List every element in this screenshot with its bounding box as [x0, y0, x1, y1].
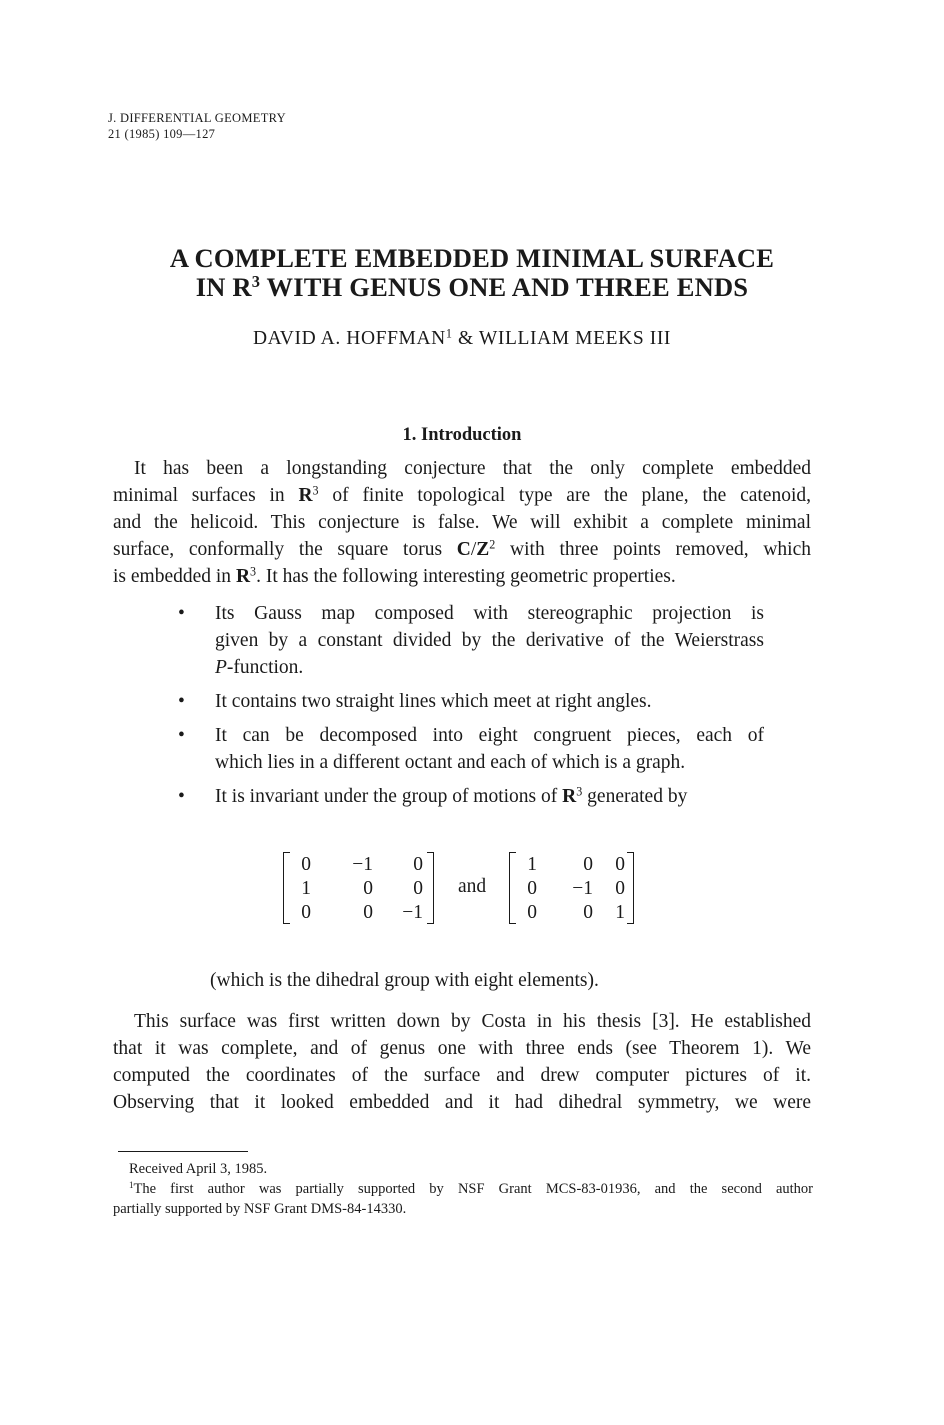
footnote-1-line-2: partially supported by NSF Grant DMS-84-14330. [113, 1201, 407, 1217]
bullet-4-R-sup: 3 [576, 784, 583, 799]
intro-line-4-a: surface, conformally the square torus [113, 539, 457, 560]
matrix-cell: −1 [352, 854, 373, 875]
matrix-cell: 0 [583, 854, 593, 875]
title-line-1: A COMPLETE EMBEDDED MINIMAL SURFACE [169, 243, 775, 273]
intro-C: C [456, 539, 471, 560]
intro-line-4 [113, 536, 811, 563]
matrix-cell: 0 [301, 902, 311, 923]
para2-line-4: Observing that it looked embedded and it had dihedral symmetry, we were [113, 1092, 811, 1113]
list-item [178, 783, 764, 810]
intro-line-5 [113, 563, 811, 590]
para2-line-1: This surface was first written down by Costa in his thesis [3]. He established [134, 1011, 811, 1032]
matrix-conjunction: and [458, 876, 487, 897]
author-2: WILLIAM MEEKS III [478, 328, 672, 349]
journal-header [108, 110, 286, 142]
matrix-cell: 0 [527, 902, 537, 923]
paper-title [0, 244, 944, 302]
matrix-cell: 0 [363, 902, 373, 923]
footnote-1 [113, 1179, 813, 1219]
para2-line-2: that it was complete, and of genus one with three ends (see Theorem 1). We [113, 1038, 811, 1059]
bullet-1-line-2: given by a constant divided by the derivative of the Weierstrass [215, 630, 764, 651]
intro-line-1: It has been a longstanding conjecture that the only complete embedded [134, 458, 811, 479]
matrix-cell: 1 [301, 878, 311, 899]
footnote-1-mark: 1 [129, 1180, 134, 1191]
matrix-2-right-bracket [627, 852, 634, 924]
intro-Z: Z [476, 539, 490, 560]
matrix-cell: 0 [413, 854, 423, 875]
matrix-cell: 1 [527, 854, 537, 875]
footnotes [113, 1159, 813, 1219]
title-line-2-b: WITH GENUS ONE AND THREE ENDS [260, 272, 749, 302]
bullet-4-R: R [562, 786, 577, 807]
bullet-1-P: P [215, 657, 227, 678]
list-item [178, 600, 764, 681]
list-item [178, 688, 764, 715]
authors [0, 328, 924, 350]
bullet-icon: • [178, 603, 185, 624]
author-1: DAVID A. HOFFMAN [252, 328, 446, 349]
bullet-4-b: generated by [582, 786, 688, 807]
matrix-cell: −1 [572, 878, 593, 899]
bullet-1-line-3 [215, 654, 764, 681]
bullet-icon: • [178, 725, 185, 746]
bullet-icon: • [178, 786, 185, 807]
matrix-cell: 0 [301, 854, 311, 875]
section-heading: 1. Introduction [402, 425, 522, 445]
bullet-icon: • [178, 691, 185, 712]
author-separator: & [452, 328, 479, 349]
journal-volume: 21 (1985) 109—127 [108, 127, 216, 141]
intro-line-5-b: . It has the following interesting geometric properties. [256, 566, 676, 587]
para2-line-3: computed the coordinates of the surface and drew computer pictures of it. [113, 1065, 811, 1086]
intro-R-2-sup: 3 [250, 564, 257, 579]
matrix-2 [509, 850, 639, 926]
matrix-cell: 0 [615, 854, 625, 875]
matrix-1 [283, 850, 439, 926]
title-line-2 [0, 273, 944, 302]
intro-R: R [298, 485, 313, 506]
intro-R-2: R [235, 566, 251, 587]
matrix-cell: 0 [363, 878, 373, 899]
bullet-4-line-1 [215, 783, 764, 810]
matrix-cell: 1 [615, 902, 625, 923]
matrix-1-right-bracket [427, 852, 434, 924]
footnote-1-line-1 [113, 1179, 813, 1199]
intro-line-3: and the helicoid. This conjecture is false. We will exhibit a complete minimal [113, 512, 811, 533]
bullet-1-line-1: Its Gauss map composed with stereographic projection is [215, 603, 764, 624]
bullet-3-line-2: which lies in a different octant and each of which is a graph. [215, 752, 686, 773]
matrix-cell: 0 [615, 878, 625, 899]
intro-Z-sup: 2 [489, 537, 496, 552]
bullet-4-a: It is invariant under the group of motions of [215, 786, 563, 807]
received-note: Received April 3, 1985. [129, 1161, 268, 1177]
title-line-2-a: IN R [195, 272, 252, 302]
intro-paragraph [113, 455, 811, 590]
bullet-2-line-1: It contains two straight lines which meet at right angles. [215, 691, 652, 712]
bullet-1-line-3-text: -function. [226, 657, 304, 678]
matrix-cell: −1 [402, 902, 423, 923]
costa-paragraph [113, 1008, 811, 1116]
intro-line-2-b: of finite topological type are the plane, the catenoid, [318, 485, 811, 506]
intro-R-sup: 3 [312, 483, 319, 498]
intro-slash: / [470, 539, 477, 560]
footnote-1-text: The first author was partially supported by NSF Grant MCS-83-01936, and the second author [133, 1181, 813, 1197]
journal-name: J. DIFFERENTIAL GEOMETRY [108, 111, 286, 125]
list-item [178, 722, 764, 776]
property-list [178, 600, 764, 817]
bullet-3-line-1: It can be decomposed into eight congruent pieces, each of [215, 725, 764, 746]
matrix-cell: 0 [583, 902, 593, 923]
author-1-footnote-mark: 1 [445, 326, 453, 341]
intro-line-4-b: with three points removed, which [495, 539, 811, 560]
dihedral-note: (which is the dihedral group with eight elements). [210, 970, 599, 991]
title-sup: 3 [251, 271, 261, 291]
intro-line-5-a: is embedded in [113, 566, 236, 587]
footnote-divider [118, 1151, 248, 1152]
intro-line-2 [113, 482, 811, 509]
intro-line-2-a: minimal surfaces in [113, 485, 299, 506]
matrix-cell: 0 [413, 878, 423, 899]
matrix-cell: 0 [527, 878, 537, 899]
